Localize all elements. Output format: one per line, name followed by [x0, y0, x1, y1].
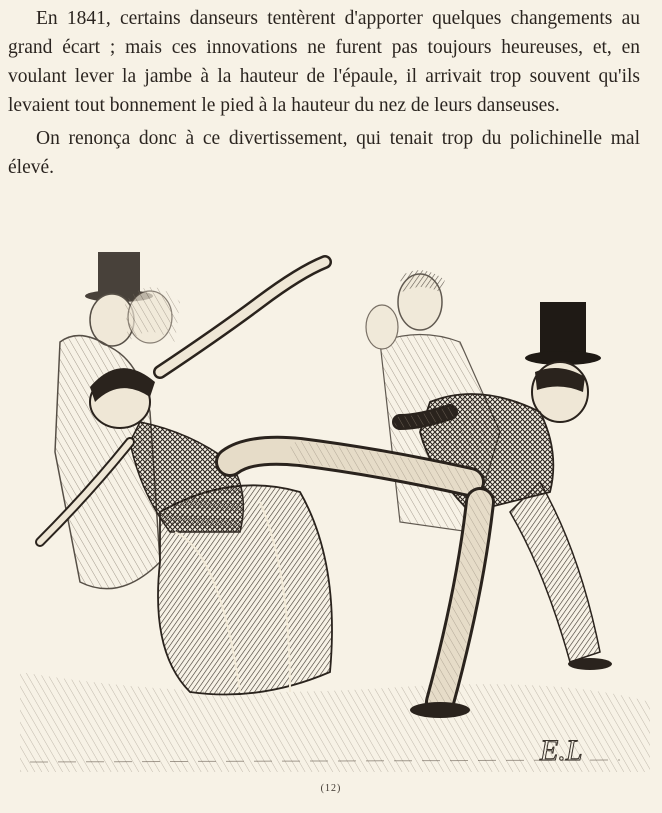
background-woman — [125, 287, 180, 343]
paragraph-1: En 1841, certains danseurs tentèrent d'apporter quelques changements au grand écart ; mais ces innovations ne furent pas toujours heureuses, et, en voulant lever la jambe à la hauteur de l'épaule, il arrivait trop souvent qu'ils levaient tout bonnement le pied à la hauteur du nez de leurs danseuses. — [8, 8, 640, 116]
engraver-signature — [539, 734, 583, 767]
dancers-engraving-icon — [0, 232, 662, 792]
paragraph-2: On renonça donc à ce divertissement, qui tenait trop du polichinelle mal élevé. — [8, 128, 640, 178]
page-number: (12) — [320, 783, 342, 794]
signature-text: E.L — [540, 734, 583, 767]
body-text — [8, 4, 640, 182]
engraving-illustration — [0, 232, 662, 792]
